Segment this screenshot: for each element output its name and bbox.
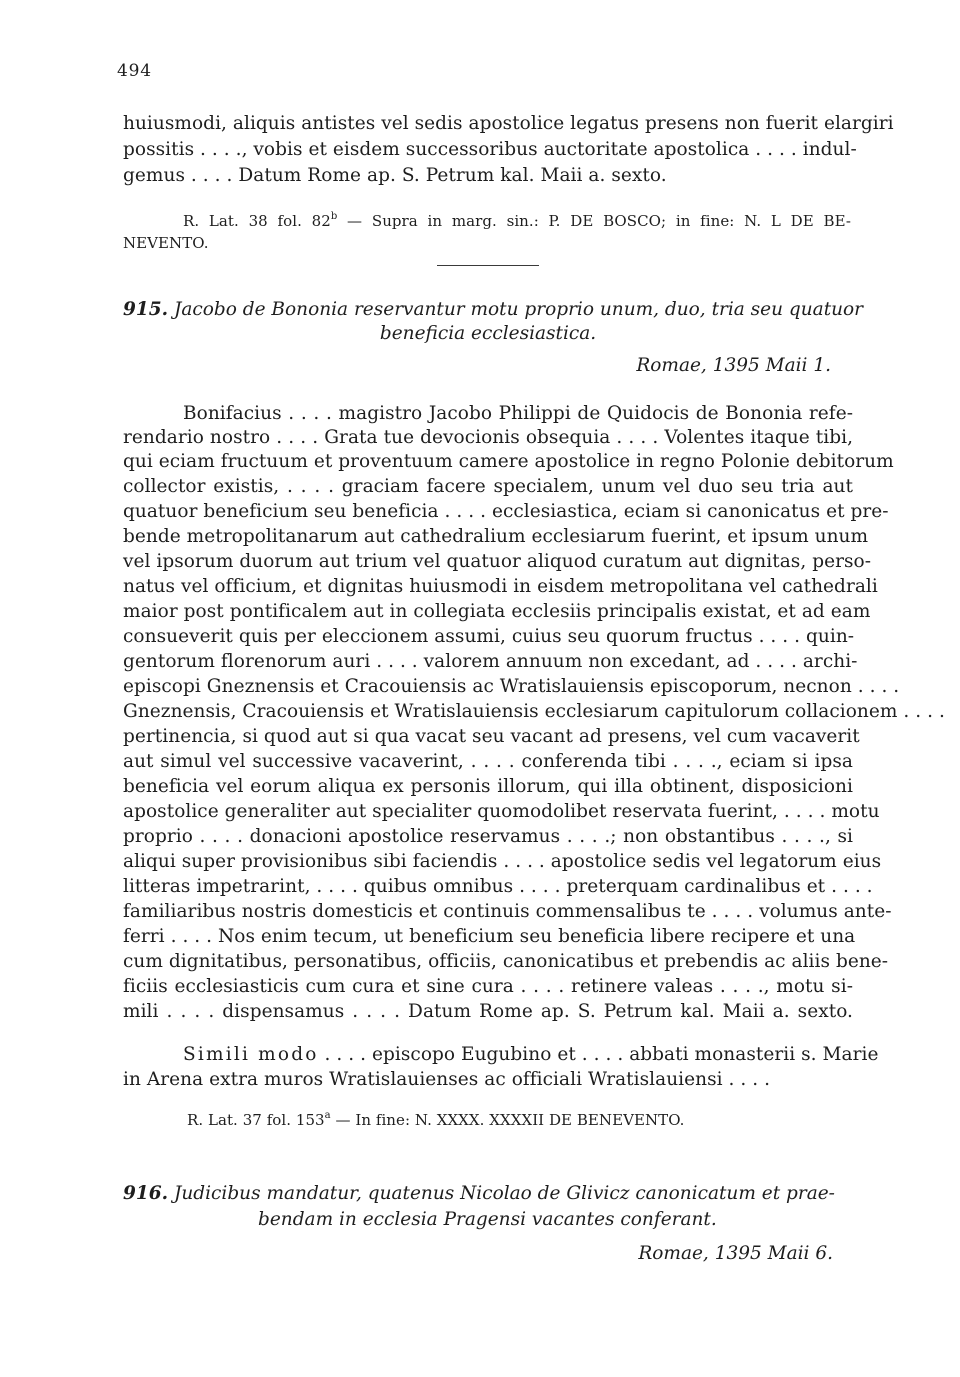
- entry-915-body-line-25: mili . . . . dispensamus . . . . Datum Rome ap. S. Petrum kal. Maii a. sexto.: [123, 1001, 853, 1022]
- entry-915-body-line-11: gentorum florenorum auri . . . . valorem annuum non excedant, ad . . . . archi-: [123, 651, 858, 672]
- entry-916-number: 916.: [123, 1183, 169, 1204]
- source-note-914-sup: b: [330, 211, 338, 222]
- source-note-915-a: R. Lat. 37 fol. 153: [187, 1111, 325, 1129]
- entry-915-body-line-5: quatuor beneficium seu beneficia . . . . ecclesiastica, eciam si canonicatus et pre-: [123, 501, 889, 522]
- section-divider: [437, 265, 539, 266]
- intro-line-3: gemus . . . . Datum Rome ap. S. Petrum kal. Maii a. sexto.: [123, 165, 667, 186]
- source-note-914-b: — Supra in marg. sin.: P. DE BOSCO; in fine: N. L DE BE-: [337, 212, 851, 230]
- entry-915-body-line-20: litteras impetrarint, . . . . quibus omnibus . . . . preterquam cardinalibus et . . . .: [123, 876, 873, 897]
- page-number: 494: [117, 61, 152, 81]
- intro-line-2: possitis . . . ., vobis et eisdem successoribus auctoritate apostolica . . . . indul-: [123, 139, 857, 160]
- entry-915-title-line-1: Jacobo de Bononia reservantur motu proprio unum, duo, tria seu quatuor: [173, 299, 864, 320]
- entry-915-body-line-7: vel ipsorum duorum aut trium vel quatuor aliquod curatum aut dignitas, perso-: [123, 551, 872, 572]
- entry-915-body-line-14: pertinencia, si quod aut si qua vacat seu vacant ad presens, vel cum vacaverit: [123, 726, 860, 747]
- entry-915-body-line-21: familiaribus nostris domesticis et continuis commensalibus te . . . . volumus ante-: [123, 901, 892, 922]
- simili-line-1-rest: . . . . episcopo Eugubino et . . . . abbati monasterii s. Marie: [318, 1044, 879, 1065]
- source-note-915: [187, 1110, 787, 1133]
- entry-915-body-line-23: cum dignitatibus, personatibus, officiis, canonicatibus et prebendis ac aliis bene-: [123, 951, 889, 972]
- entry-915-body-line-24: ficiis ecclesiasticis cum cura et sine cura . . . . retinere valeas . . . ., motu si-: [123, 976, 853, 997]
- entry-915-body-line-12: episcopi Gneznensis et Cracouiensis ac Wratislauiensis episcoporum, necnon . . . .: [123, 676, 900, 697]
- simili-modo-word: Simili modo: [183, 1044, 319, 1065]
- entry-915-body-line-19: aliqui super provisionibus sibi faciendis . . . . apostolice sedis vel legatorum eius: [123, 851, 882, 872]
- entry-915-body-line-4: collector existis, . . . . graciam facere specialem, unum vel duo seu tria aut: [123, 476, 853, 497]
- entry-915-title-line-2: beneficia ecclesiastica.: [379, 323, 597, 344]
- entry-915-body-line-15: aut simul vel successive vacaverint, . . . . conferenda tibi . . . ., eciam si ipsa: [123, 751, 853, 772]
- entry-915-body-line-2: rendario nostro . . . . Grata tue devocionis obsequia . . . . Volentes itaque tibi,: [123, 427, 853, 448]
- entry-915-body-line-22: ferri . . . . Nos enim tecum, ut beneficium seu beneficia libere recipere et una: [123, 926, 856, 947]
- entry-916-date: Romae, 1395 Maii 6.: [638, 1243, 833, 1264]
- intro-line-1: huiusmodi, aliquis antistes vel sedis apostolice legatus presens non fuerit elargiri: [123, 113, 894, 134]
- entry-915-body-line-3: qui eciam fructuum et proventuum camere apostolice in regno Polonie debitorum: [123, 451, 894, 472]
- entry-915-body-line-1: Bonifacius . . . . magistro Jacobo Philippi de Quidocis de Bononia refe-: [183, 403, 853, 424]
- entry-915-heading: [123, 298, 864, 322]
- simili-line-2: in Arena extra muros Wratislauienses ac officiali Wratislauiensi . . . .: [123, 1069, 771, 1090]
- entry-915-body-line-16: beneficia vel eorum aliqua ex personis illorum, qui illa obtinent, disposicioni: [123, 776, 853, 797]
- entry-916-title-line-2: bendam in ecclesia Pragensi vacantes conferant.: [258, 1209, 717, 1230]
- source-note-915-b: — In fine: N. XXXX. XXXXII DE BENEVENTO.: [330, 1111, 685, 1129]
- source-note-914-line-2: NEVENTO.: [123, 234, 209, 252]
- entry-916-title-line-1: Judicibus mandatur, quatenus Nicolao de Glivicz canonicatum et prae-: [173, 1183, 835, 1204]
- source-note-914-a: R. Lat. 38 fol. 82: [183, 212, 331, 230]
- entry-915-body-line-8: natus vel officium, et dignitas huiusmodi in eisdem metropolitana vel cathedrali: [123, 576, 878, 597]
- entry-915-body-line-18: proprio . . . . donacioni apostolice reservamus . . . .; non obstantibus . . . ., si: [123, 826, 853, 847]
- source-note-915-sup: a: [324, 1110, 331, 1121]
- entry-915-date: Romae, 1395 Maii 1.: [636, 355, 831, 376]
- simili-line-1: [183, 1043, 879, 1067]
- entry-915-number: 915.: [123, 299, 169, 320]
- source-note-914: [183, 211, 851, 234]
- entry-915-body-line-17: apostolice generaliter aut specialiter quomodolibet reservata fuerint, . . . . motu: [123, 801, 880, 822]
- entry-915-body-line-6: bende metropolitanarum aut cathedralium ecclesiarum fuerint, et ipsum unum: [123, 526, 869, 547]
- entry-915-body-line-9: maior post pontificalem aut in collegiata ecclesiis principalis existat, et ad eam: [123, 601, 871, 622]
- entry-916-heading: [123, 1182, 853, 1206]
- entry-915-body-line-10: consueverit quis per eleccionem assumi, cuius seu quorum fructus . . . . quin-: [123, 626, 855, 647]
- entry-915-body-line-13: Gneznensis, Cracouiensis et Wratislauiensis ecclesiarum capitulorum collacionem . . . .: [123, 701, 945, 722]
